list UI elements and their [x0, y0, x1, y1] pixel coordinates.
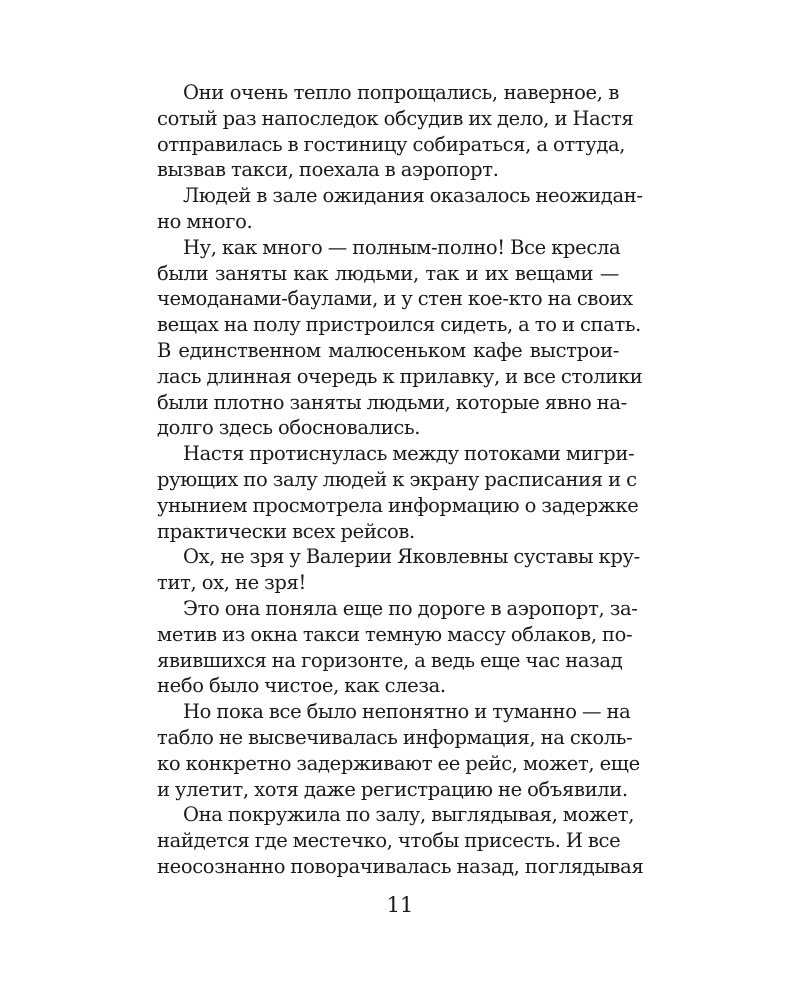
paragraph — [157, 80, 634, 183]
paragraph — [157, 544, 640, 596]
text-line: тит, ох, не зря! — [157, 571, 306, 595]
paragraph — [157, 699, 640, 802]
paragraph — [157, 183, 643, 235]
text-line: Ох, не зря у Валерии Яковлевны суставы кру- — [183, 545, 640, 569]
text-line: Они очень тепло попрощались, наверное, в — [183, 81, 619, 104]
text-line: были плотно заняты людьми, которые явно на- — [157, 390, 627, 414]
paragraph — [157, 235, 643, 441]
paragraph — [157, 802, 644, 879]
text-line: вызвав такси, поехала в аэропорт. — [157, 158, 499, 182]
text-line: Это она поняла еще по дороге в аэропорт, за- — [183, 596, 638, 620]
text-line: Настя протиснулась между потоками мигри- — [183, 442, 635, 466]
text-line: Но пока все было непонятно и туманно — на — [183, 700, 631, 724]
text-line: метив из окна такси темную массу облаков, по- — [157, 622, 633, 646]
text-line: вещах на полу пристроился сидеть, а то и спать. — [157, 313, 642, 337]
text-line: сотый раз напоследок обсудив их дело, и Настя — [157, 106, 634, 130]
text-line: практически всех рейсов. — [157, 519, 415, 543]
text-line: долго здесь обосновались. — [157, 416, 421, 440]
text-line: лась длинная очередь к прилавку, и все столики — [157, 364, 643, 388]
page-number: 11 — [386, 893, 414, 917]
text-line: Людей в зале ожидания оказалось неожидан- — [183, 184, 643, 208]
text-line: Ну, как много — полным-полно! Все кресла — [183, 235, 621, 259]
page-body-text — [157, 80, 644, 880]
text-line: В единственном малюсеньком кафе выстрои- — [157, 338, 619, 362]
text-line: небо было чистое, как слеза. — [157, 674, 446, 698]
text-line: неосознанно поворачивалась назад, поглядывая — [157, 854, 644, 878]
text-line: явившихся на горизонте, а ведь еще час назад — [157, 648, 623, 672]
text-line: чемоданами-баулами, и у стен кое-кто на своих — [157, 287, 633, 311]
paragraph — [157, 596, 638, 699]
text-line: найдется где местечко, чтобы присесть. И все — [157, 829, 621, 853]
text-line: и улетит, хотя даже регистрацию не объявили. — [157, 777, 628, 801]
text-line: рующих по залу людей к экрану расписания и с — [157, 467, 637, 491]
paragraph — [157, 441, 639, 544]
text-line: унынием просмотрела информацию о задержке — [157, 493, 639, 517]
text-line: но много. — [157, 209, 253, 233]
text-line: табло не высвечивалась информация, на сколь- — [157, 725, 633, 749]
text-line: отправилась в гостиницу собираться, а оттуда, — [157, 132, 626, 156]
text-line: были заняты как людьми, так и их вещами — — [157, 261, 619, 285]
text-line: ко конкретно задерживают ее рейс, может, еще — [157, 751, 640, 775]
text-line: Она покружила по залу, выглядывая, может, — [183, 803, 635, 827]
